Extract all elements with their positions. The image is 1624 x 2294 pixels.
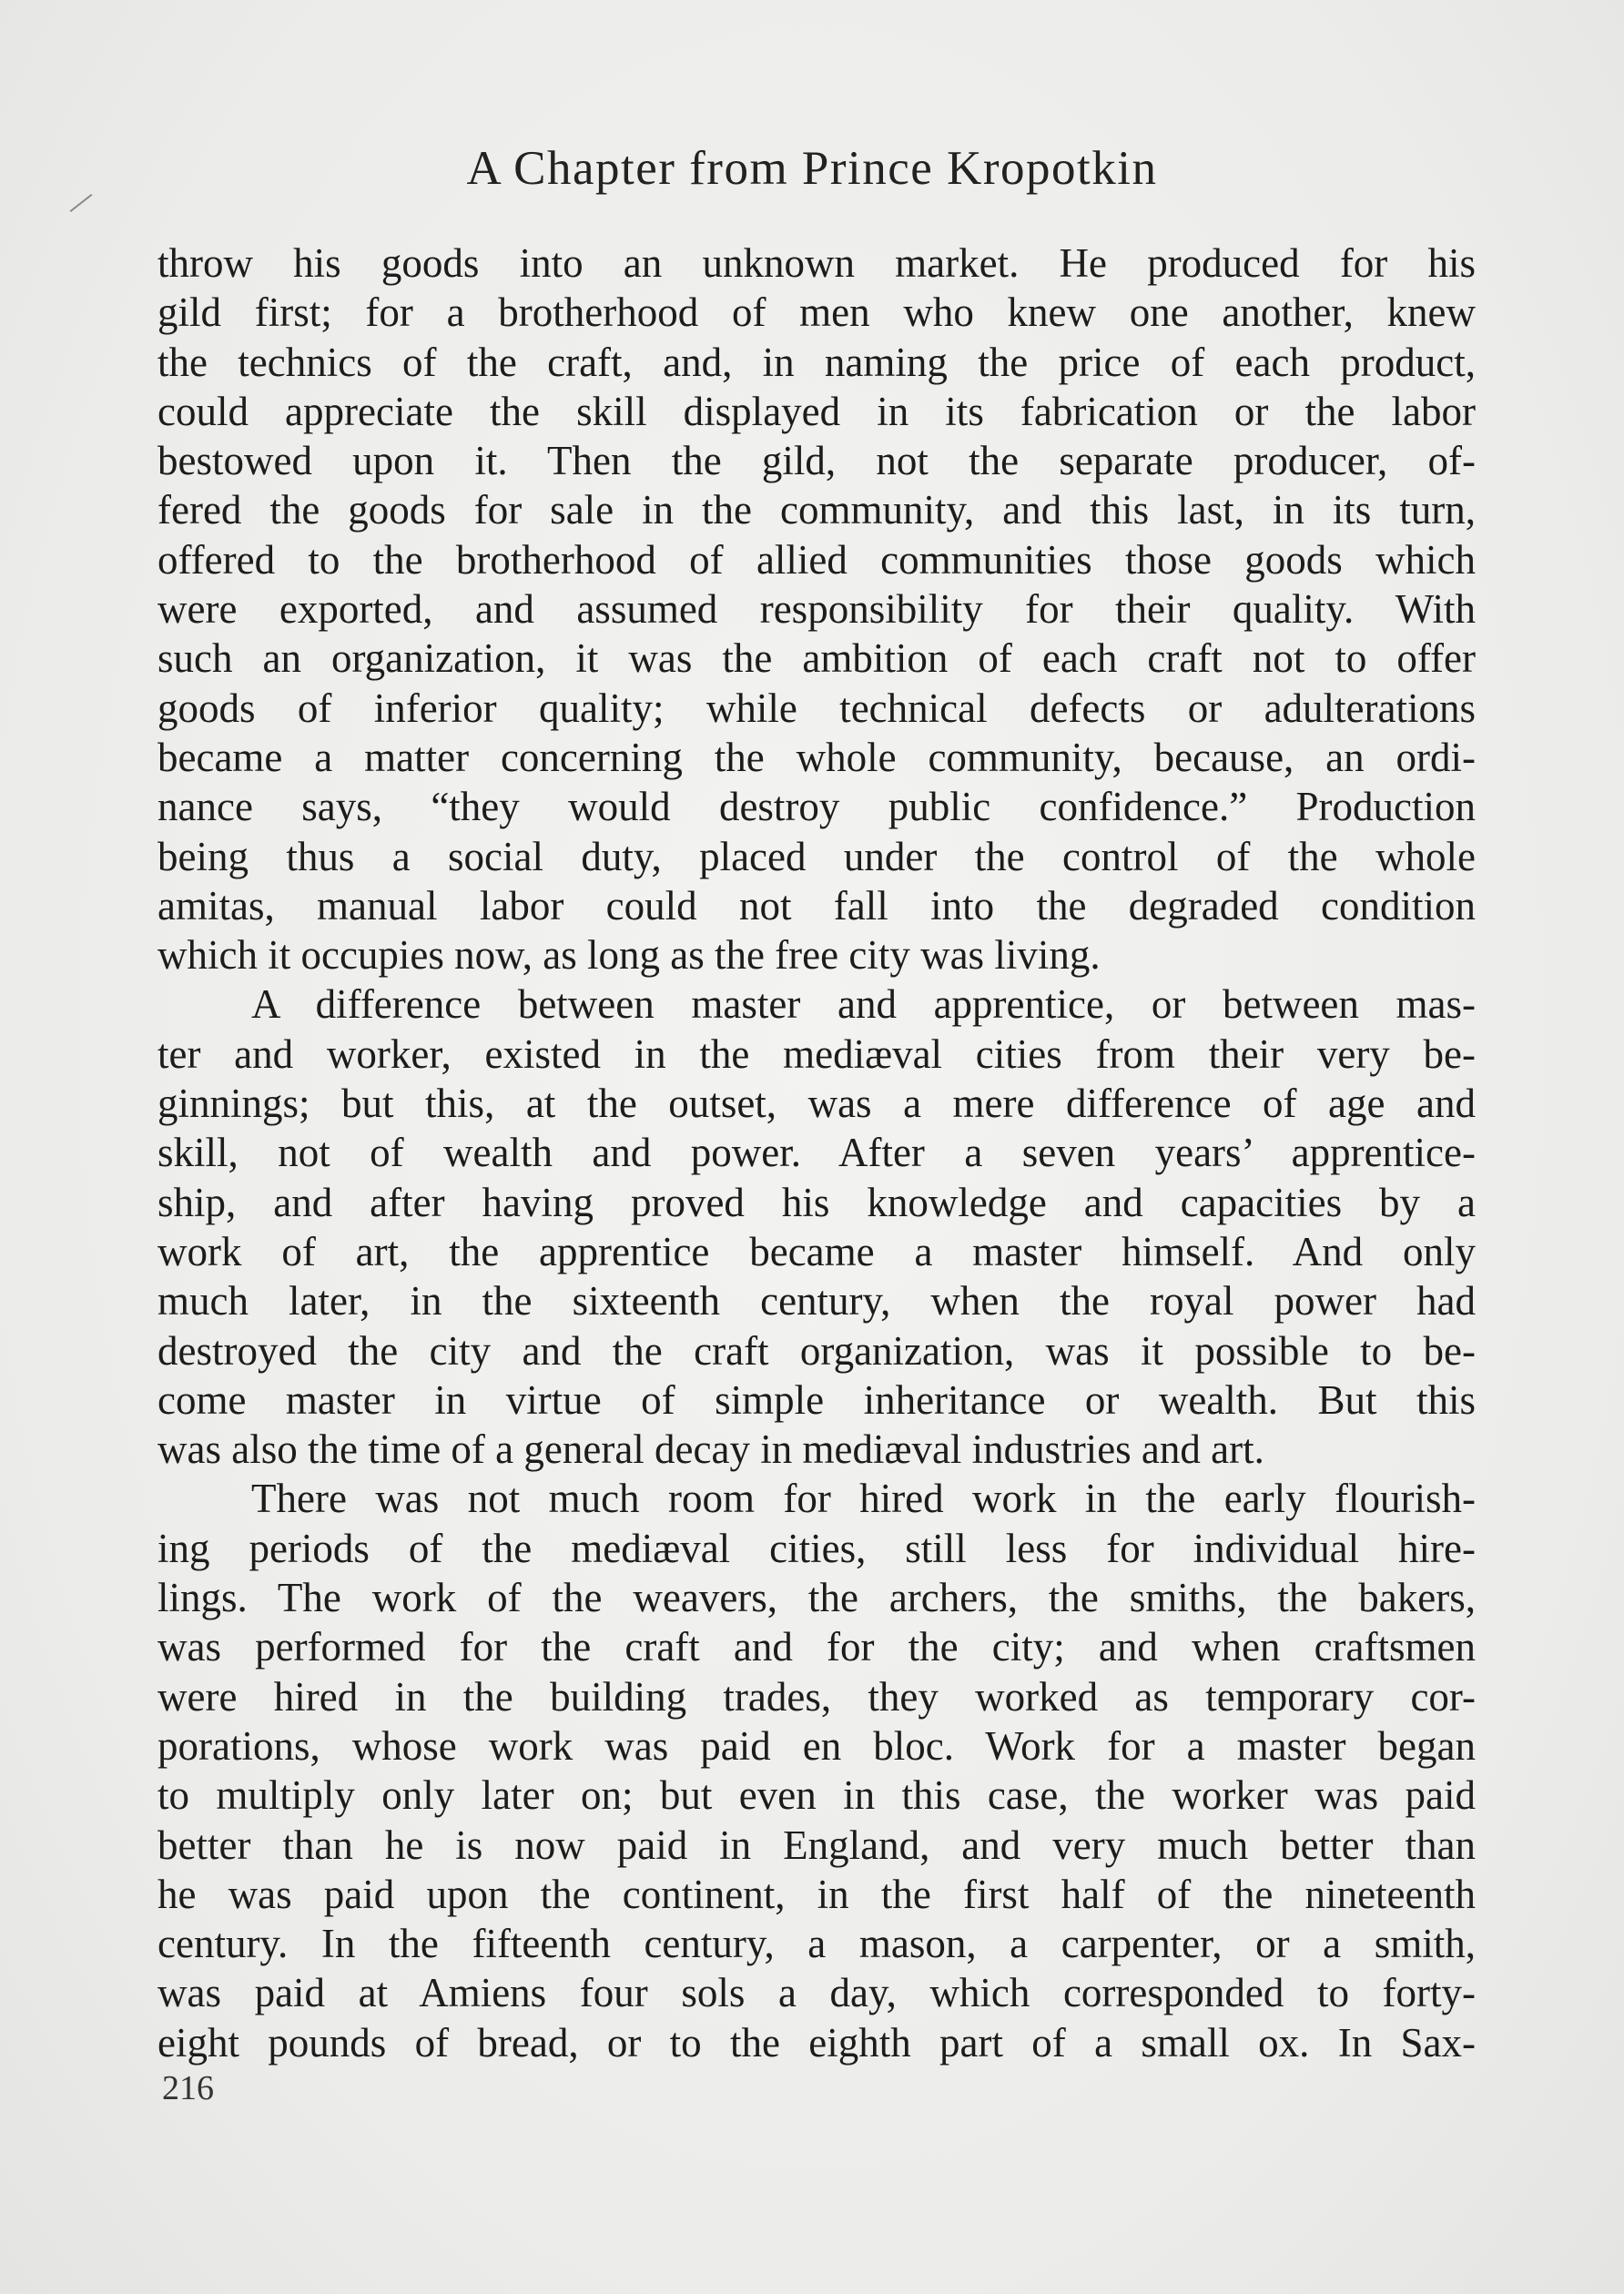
- text-line: ing periods of the mediæval cities, still less for individual hire-: [157, 1525, 1476, 1571]
- text-line: come master in virtue of simple inheritance or wealth. But this: [157, 1376, 1476, 1423]
- text-line: better than he is now paid in England, and very much better than: [157, 1822, 1476, 1868]
- text-line: were exported, and assumed responsibility for their quality. With: [157, 586, 1476, 633]
- text-line: being thus a social duty, placed under the control of the whole: [157, 833, 1476, 879]
- text-line: bestowed upon it. Then the gild, not the separate producer, of-: [157, 438, 1476, 484]
- text-line: lings. The work of the weavers, the archers, the smiths, the bakers,: [157, 1575, 1476, 1621]
- text-line: was performed for the craft and for the city; and when craftsmen: [157, 1624, 1476, 1670]
- text-line: ter and worker, existed in the mediæval cities from their very be-: [157, 1030, 1476, 1077]
- margin-mark: [70, 194, 93, 212]
- text-line: which it occupies now, as long as the free city was living.: [157, 932, 1101, 979]
- text-line: goods of inferior quality; while technical defects or adulterations: [157, 685, 1476, 731]
- text-line: offered to the brotherhood of allied communities those goods which: [157, 536, 1476, 583]
- text-line: century. In the fifteenth century, a mason, a carpenter, or a smith,: [157, 1921, 1476, 1967]
- text-line: amitas, manual labor could not fall into the degraded condition: [157, 882, 1476, 929]
- page-number: 216: [162, 2069, 214, 2107]
- text-line: were hired in the building trades, they worked as temporary cor-: [157, 1673, 1476, 1720]
- text-line: ship, and after having proved his knowledge and capacities by a: [157, 1179, 1476, 1225]
- text-line: A difference between master and apprentice, or between mas-: [251, 981, 1476, 1028]
- text-line: much later, in the sixteenth century, when the royal power had: [157, 1278, 1476, 1325]
- text-line: ginnings; but this, at the outset, was a mere difference of age and: [157, 1081, 1476, 1127]
- text-line: gild first; for a brotherhood of men who knew one another, knew: [157, 289, 1476, 336]
- text-line: such an organization, it was the ambition of each craft not to offer: [157, 635, 1476, 682]
- text-line: eight pounds of bread, or to the eighth part of a small ox. In Sax-: [157, 2019, 1476, 2066]
- text-line: nance says, “they would destroy public confidence.” Production: [157, 784, 1476, 830]
- text-line: porations, whose work was paid en bloc. Work for a master began: [157, 1722, 1476, 1769]
- text-line: to multiply only later on; but even in this case, the worker was paid: [157, 1772, 1476, 1819]
- text-line: became a matter concerning the whole community, because, an ordi-: [157, 734, 1476, 780]
- text-line: was also the time of a general decay in mediæval industries and art.: [157, 1426, 1264, 1473]
- running-head: A Chapter from Prince Kropotkin: [466, 142, 1158, 195]
- text-line: was paid at Amiens four sols a day, which corresponded to forty-: [157, 1970, 1476, 2016]
- text-line: skill, not of wealth and power. After a seven years’ apprentice-: [157, 1130, 1476, 1176]
- text-line: destroyed the city and the craft organization, was it possible to be-: [157, 1327, 1476, 1374]
- text-line: throw his goods into an unknown market. He produced for his: [157, 240, 1476, 286]
- text-line: work of art, the apprentice became a master himself. And only: [157, 1228, 1476, 1274]
- text-line: There was not much room for hired work in the early flourish-: [251, 1476, 1476, 1522]
- text-line: fered the goods for sale in the community, and this last, in its turn,: [157, 487, 1476, 533]
- text-line: he was paid upon the continent, in the first half of the nineteenth: [157, 1871, 1476, 1917]
- text-line: could appreciate the skill displayed in its fabrication or the labor: [157, 388, 1476, 434]
- body-text: [157, 239, 1476, 2067]
- text-line: the technics of the craft, and, in naming the price of each product,: [157, 339, 1476, 385]
